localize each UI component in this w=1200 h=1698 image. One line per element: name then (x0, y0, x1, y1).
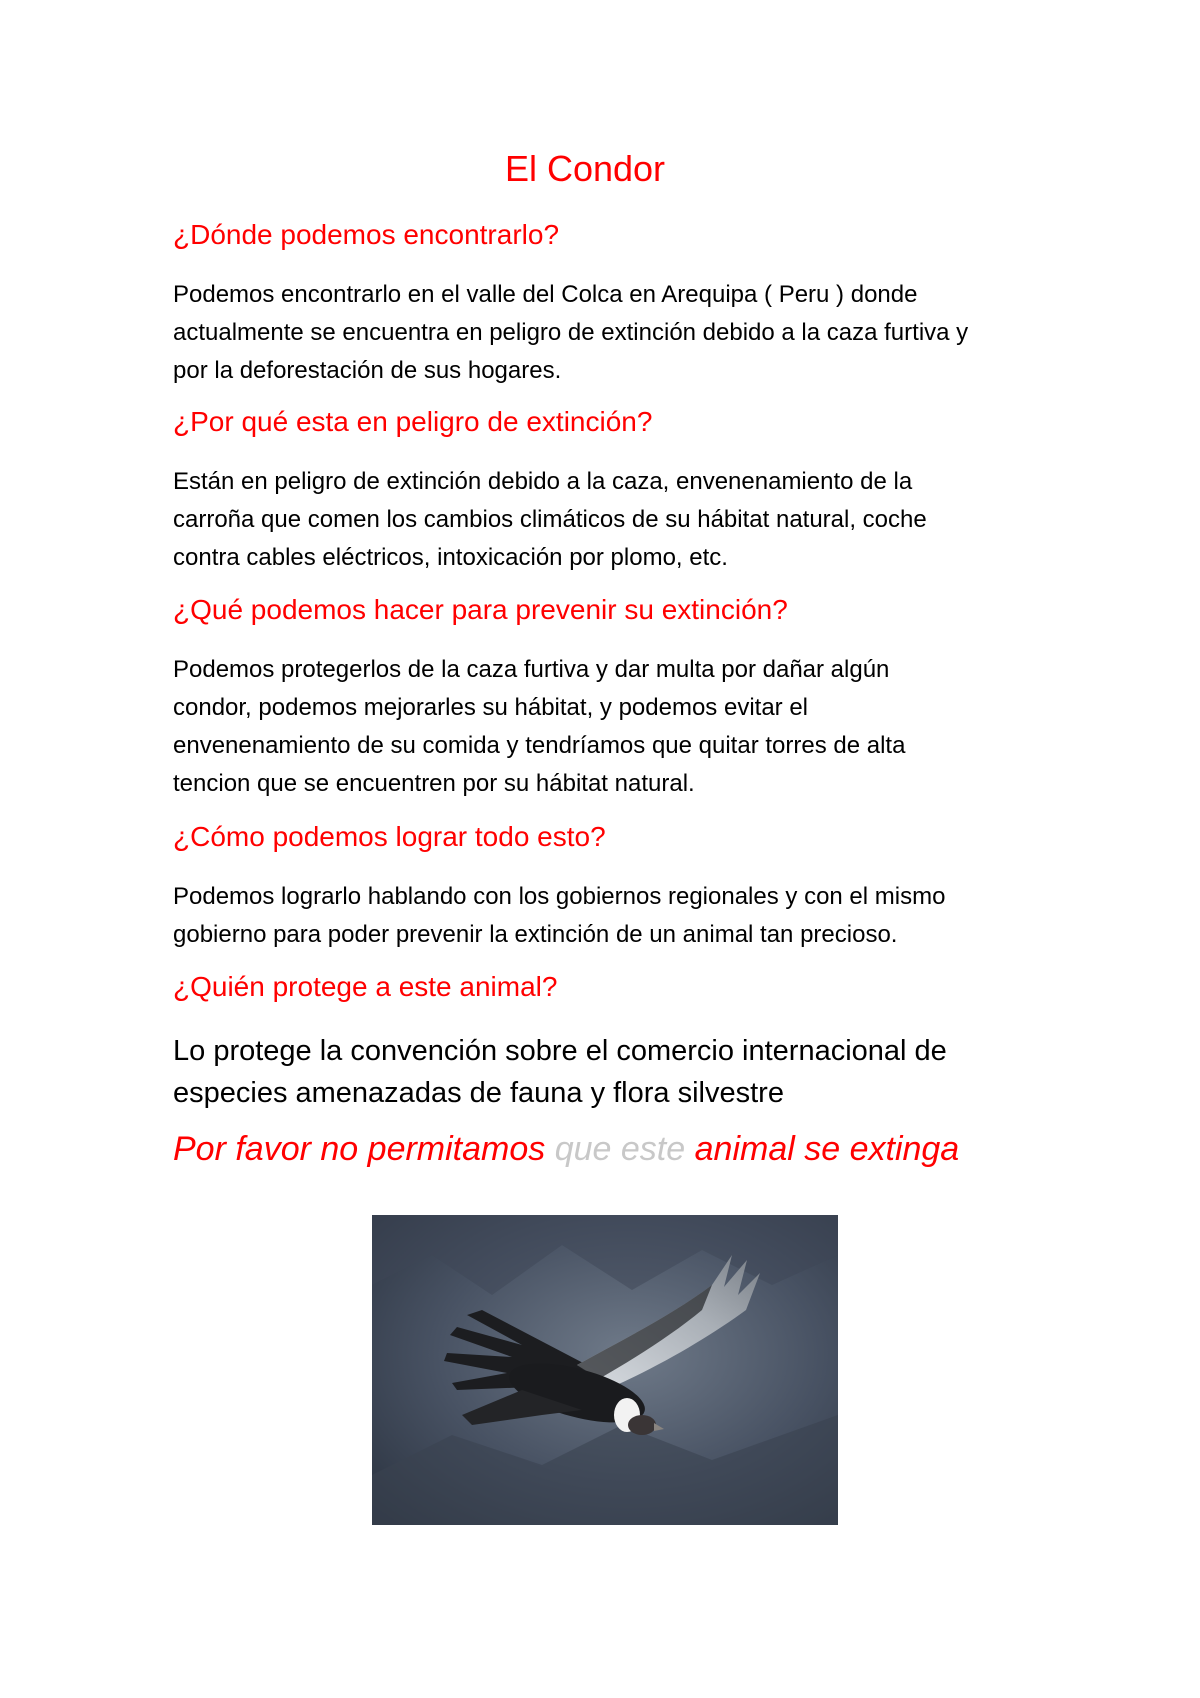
section-why-endangered (173, 405, 1053, 577)
answer-line: Lo protege la convención sobre el comercio internacional de (173, 1035, 947, 1067)
answer-line: por la deforestación de sus hogares. (173, 357, 562, 384)
closing-part-2: que este (554, 1130, 686, 1168)
answer-line: Podemos lograrlo hablando con los gobiernos regionales y con el mismo (173, 883, 946, 910)
question-heading: ¿Por qué esta en peligro de extinción? (173, 406, 653, 437)
question-heading: ¿Cómo podemos lograr todo esto? (173, 821, 606, 852)
closing-part-3: animal se extinga (694, 1130, 960, 1168)
answer-line: Podemos encontrarlo en el valle del Colca en Arequipa ( Peru ) donde (173, 281, 918, 308)
answer-line: gobierno para poder prevenir la extinción de un animal tan precioso. (173, 921, 898, 948)
answer-line: carroña que comen los cambios climáticos de su hábitat natural, coche (173, 506, 927, 533)
answer-line: tencion que se encuentren por su hábitat natural. (173, 770, 695, 797)
document-title: El Condor (504, 148, 666, 189)
question-heading: ¿Dónde podemos encontrarlo? (173, 219, 560, 250)
answer-line: actualmente se encuentra en peligro de extinción debido a la caza furtiva y (173, 319, 969, 346)
answer-line: envenenamiento de su comida y tendríamos que quitar torres de alta (173, 732, 906, 759)
answer-line: condor, podemos mejorarles su hábitat, y podemos evitar el (173, 694, 809, 721)
closing-message (173, 1130, 1073, 1169)
answer-line: especies amenazadas de fauna y flora silvestre (173, 1077, 784, 1109)
section-prevention (173, 593, 1053, 803)
condor-photo (372, 1215, 838, 1525)
section-who-protects (173, 970, 1053, 1114)
section-where (173, 218, 1053, 390)
answer-line: Podemos protegerlos de la caza furtiva y dar multa por dañar algún (173, 656, 890, 683)
closing-part-1: Por favor no permitamos (173, 1130, 546, 1168)
question-heading: ¿Qué podemos hacer para prevenir su extinción? (173, 594, 788, 625)
section-how (173, 820, 1053, 954)
answer-line: contra cables eléctricos, intoxicación por plomo, etc. (173, 544, 728, 571)
answer-line: Están en peligro de extinción debido a la caza, envenenamiento de la (173, 468, 913, 495)
question-heading: ¿Quién protege a este animal? (173, 971, 558, 1002)
